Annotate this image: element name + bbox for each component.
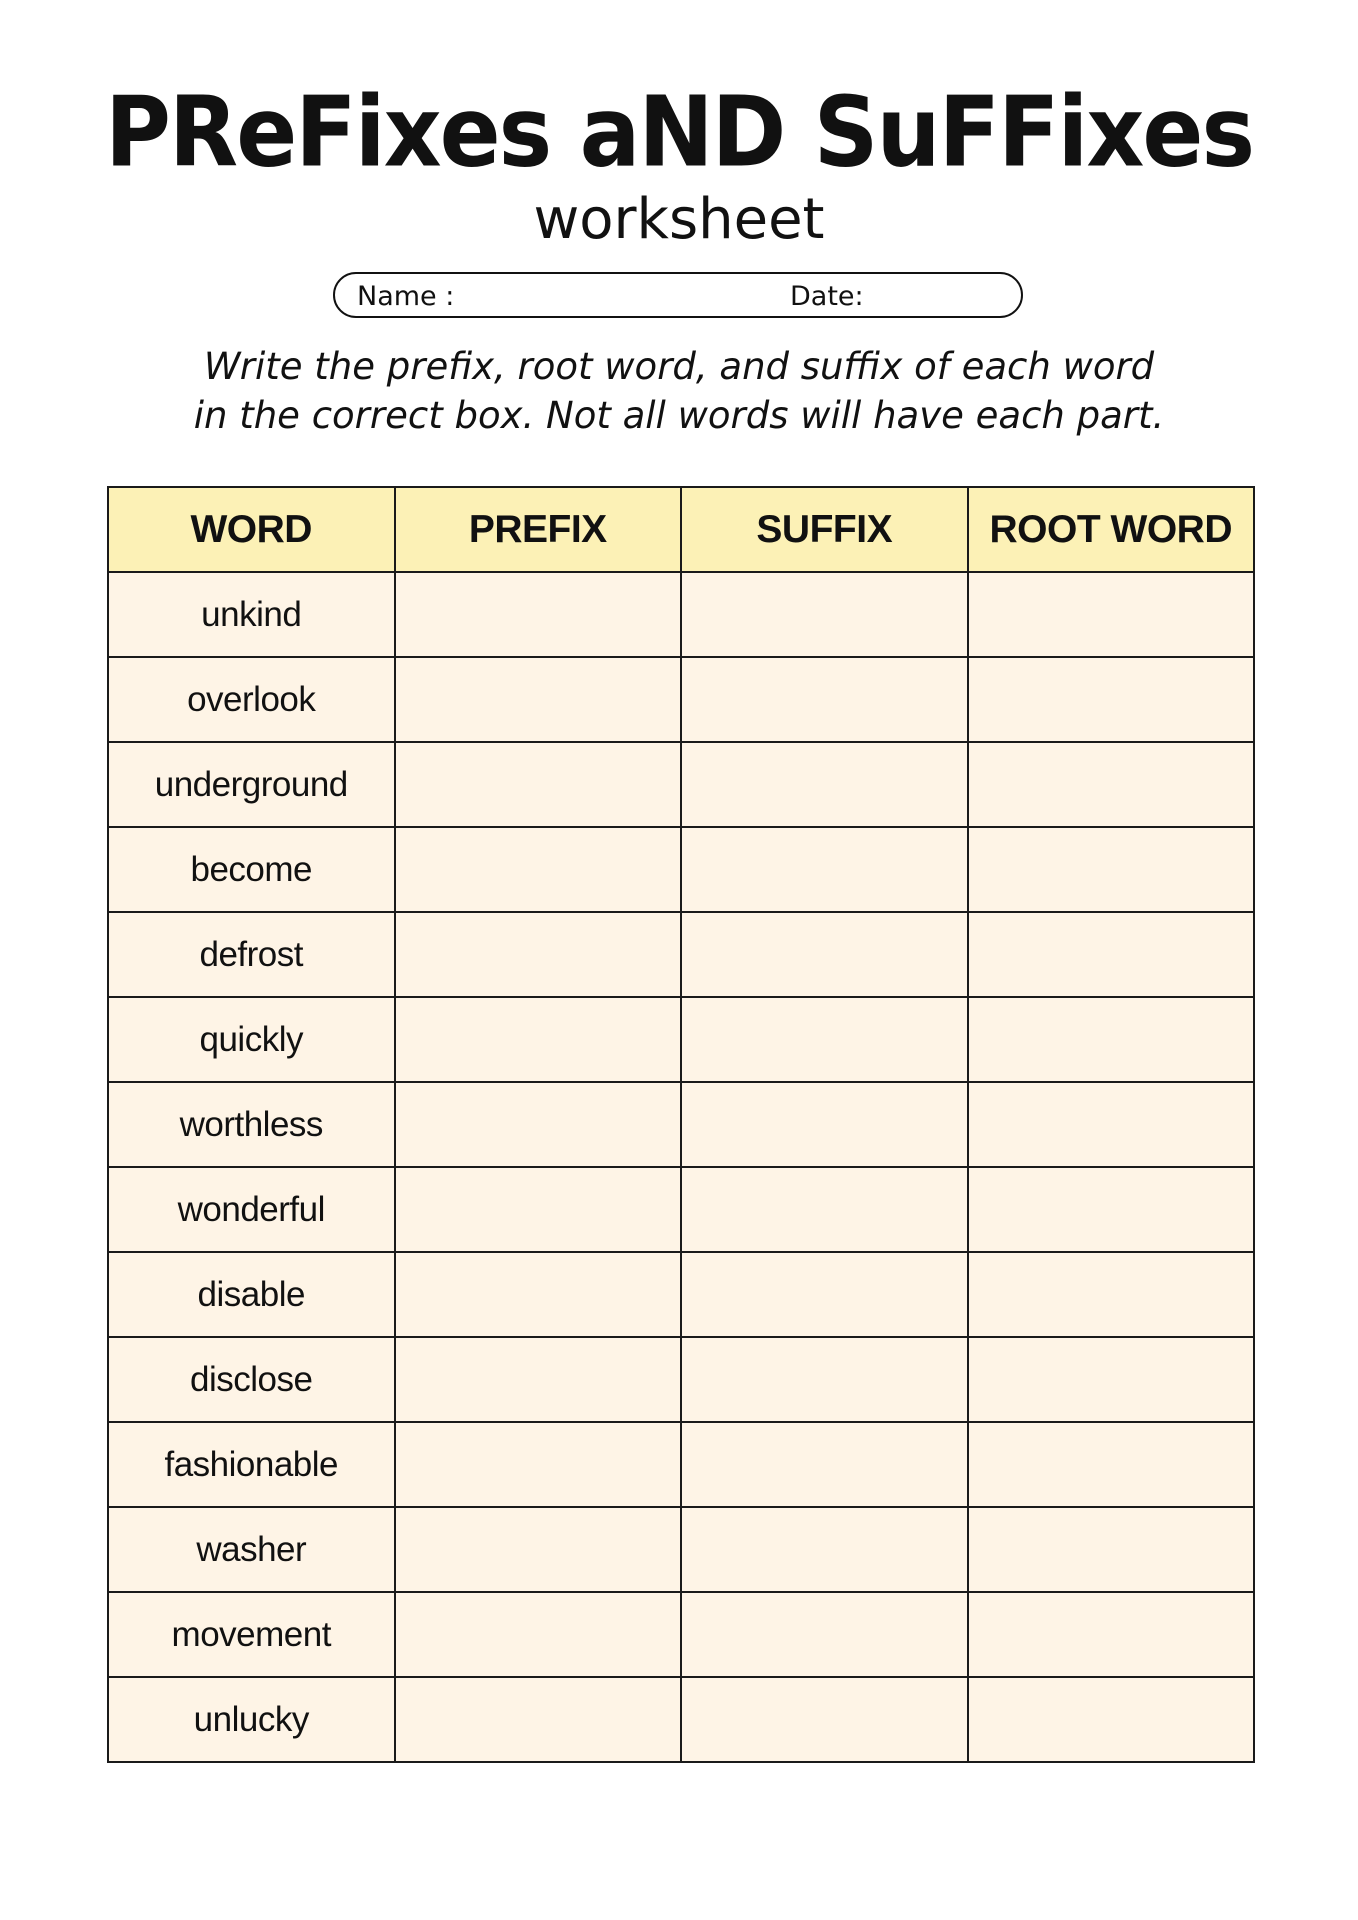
root-word-cell[interactable]: [968, 1167, 1255, 1252]
table-row: [108, 1422, 1254, 1507]
prefix-cell[interactable]: [395, 572, 682, 657]
suffix-cell[interactable]: [681, 1167, 968, 1252]
prefix-cell[interactable]: [395, 1422, 682, 1507]
table-row: [108, 912, 1254, 997]
instructions-line-1: Write the prefix, root word, and suffix of each word: [203, 345, 1155, 388]
root-word-cell[interactable]: [968, 1507, 1255, 1592]
root-word-cell[interactable]: [968, 912, 1255, 997]
root-word-cell[interactable]: [968, 1082, 1255, 1167]
instructions: [0, 342, 1358, 440]
table-row: [108, 657, 1254, 742]
word-cell: unkind: [108, 572, 395, 657]
worksheet-table: [107, 486, 1255, 1763]
table-row: [108, 1082, 1254, 1167]
table-row: [108, 1167, 1254, 1252]
table-row: [108, 1507, 1254, 1592]
page-title: PReFixes aND SuFFixes: [104, 75, 1254, 190]
root-word-cell[interactable]: [968, 1422, 1255, 1507]
suffix-cell[interactable]: [681, 572, 968, 657]
table-row: [108, 1677, 1254, 1762]
column-header-suffix: SUFFIX: [681, 487, 968, 572]
prefix-cell[interactable]: [395, 742, 682, 827]
table-row: [108, 827, 1254, 912]
word-cell: become: [108, 827, 395, 912]
table-row: [108, 1337, 1254, 1422]
suffix-cell[interactable]: [681, 1337, 968, 1422]
root-word-cell[interactable]: [968, 827, 1255, 912]
root-word-cell[interactable]: [968, 997, 1255, 1082]
suffix-cell[interactable]: [681, 1677, 968, 1762]
suffix-cell[interactable]: [681, 1507, 968, 1592]
table-row: [108, 1252, 1254, 1337]
suffix-cell[interactable]: [681, 1252, 968, 1337]
word-cell: disable: [108, 1252, 395, 1337]
root-word-cell[interactable]: [968, 1252, 1255, 1337]
prefix-cell[interactable]: [395, 912, 682, 997]
prefix-cell[interactable]: [395, 1592, 682, 1677]
word-cell: unlucky: [108, 1677, 395, 1762]
page-subtitle: worksheet: [533, 187, 825, 252]
word-cell: movement: [108, 1592, 395, 1677]
word-cell: worthless: [108, 1082, 395, 1167]
name-date-box: [333, 272, 1023, 318]
prefix-cell[interactable]: [395, 1337, 682, 1422]
word-cell: underground: [108, 742, 395, 827]
root-word-cell[interactable]: [968, 657, 1255, 742]
suffix-cell[interactable]: [681, 827, 968, 912]
date-label: Date:: [790, 281, 864, 312]
root-word-cell[interactable]: [968, 1337, 1255, 1422]
word-cell: disclose: [108, 1337, 395, 1422]
column-header-prefix: PREFIX: [395, 487, 682, 572]
prefix-cell[interactable]: [395, 1167, 682, 1252]
column-header-word: WORD: [108, 487, 395, 572]
table-row: [108, 572, 1254, 657]
suffix-cell[interactable]: [681, 742, 968, 827]
instructions-line-2: in the correct box. Not all words will have each part.: [193, 394, 1165, 437]
table-row: [108, 742, 1254, 827]
table-header-row: [108, 487, 1254, 572]
word-cell: wonderful: [108, 1167, 395, 1252]
table-row: [108, 1592, 1254, 1677]
column-header-root-word: ROOT WORD: [968, 487, 1255, 572]
root-word-cell[interactable]: [968, 1592, 1255, 1677]
suffix-cell[interactable]: [681, 1422, 968, 1507]
name-label: Name :: [357, 281, 455, 312]
table-body: [108, 572, 1254, 1762]
suffix-cell[interactable]: [681, 1592, 968, 1677]
word-cell: overlook: [108, 657, 395, 742]
suffix-cell[interactable]: [681, 1082, 968, 1167]
prefix-cell[interactable]: [395, 1507, 682, 1592]
table-row: [108, 997, 1254, 1082]
root-word-cell[interactable]: [968, 742, 1255, 827]
prefix-cell[interactable]: [395, 1252, 682, 1337]
root-word-cell[interactable]: [968, 572, 1255, 657]
suffix-cell[interactable]: [681, 912, 968, 997]
prefix-cell[interactable]: [395, 1082, 682, 1167]
suffix-cell[interactable]: [681, 657, 968, 742]
prefix-cell[interactable]: [395, 1677, 682, 1762]
root-word-cell[interactable]: [968, 1677, 1255, 1762]
prefix-cell[interactable]: [395, 997, 682, 1082]
prefix-cell[interactable]: [395, 827, 682, 912]
prefix-cell[interactable]: [395, 657, 682, 742]
word-cell: quickly: [108, 997, 395, 1082]
word-cell: defrost: [108, 912, 395, 997]
word-cell: washer: [108, 1507, 395, 1592]
suffix-cell[interactable]: [681, 997, 968, 1082]
word-cell: fashionable: [108, 1422, 395, 1507]
